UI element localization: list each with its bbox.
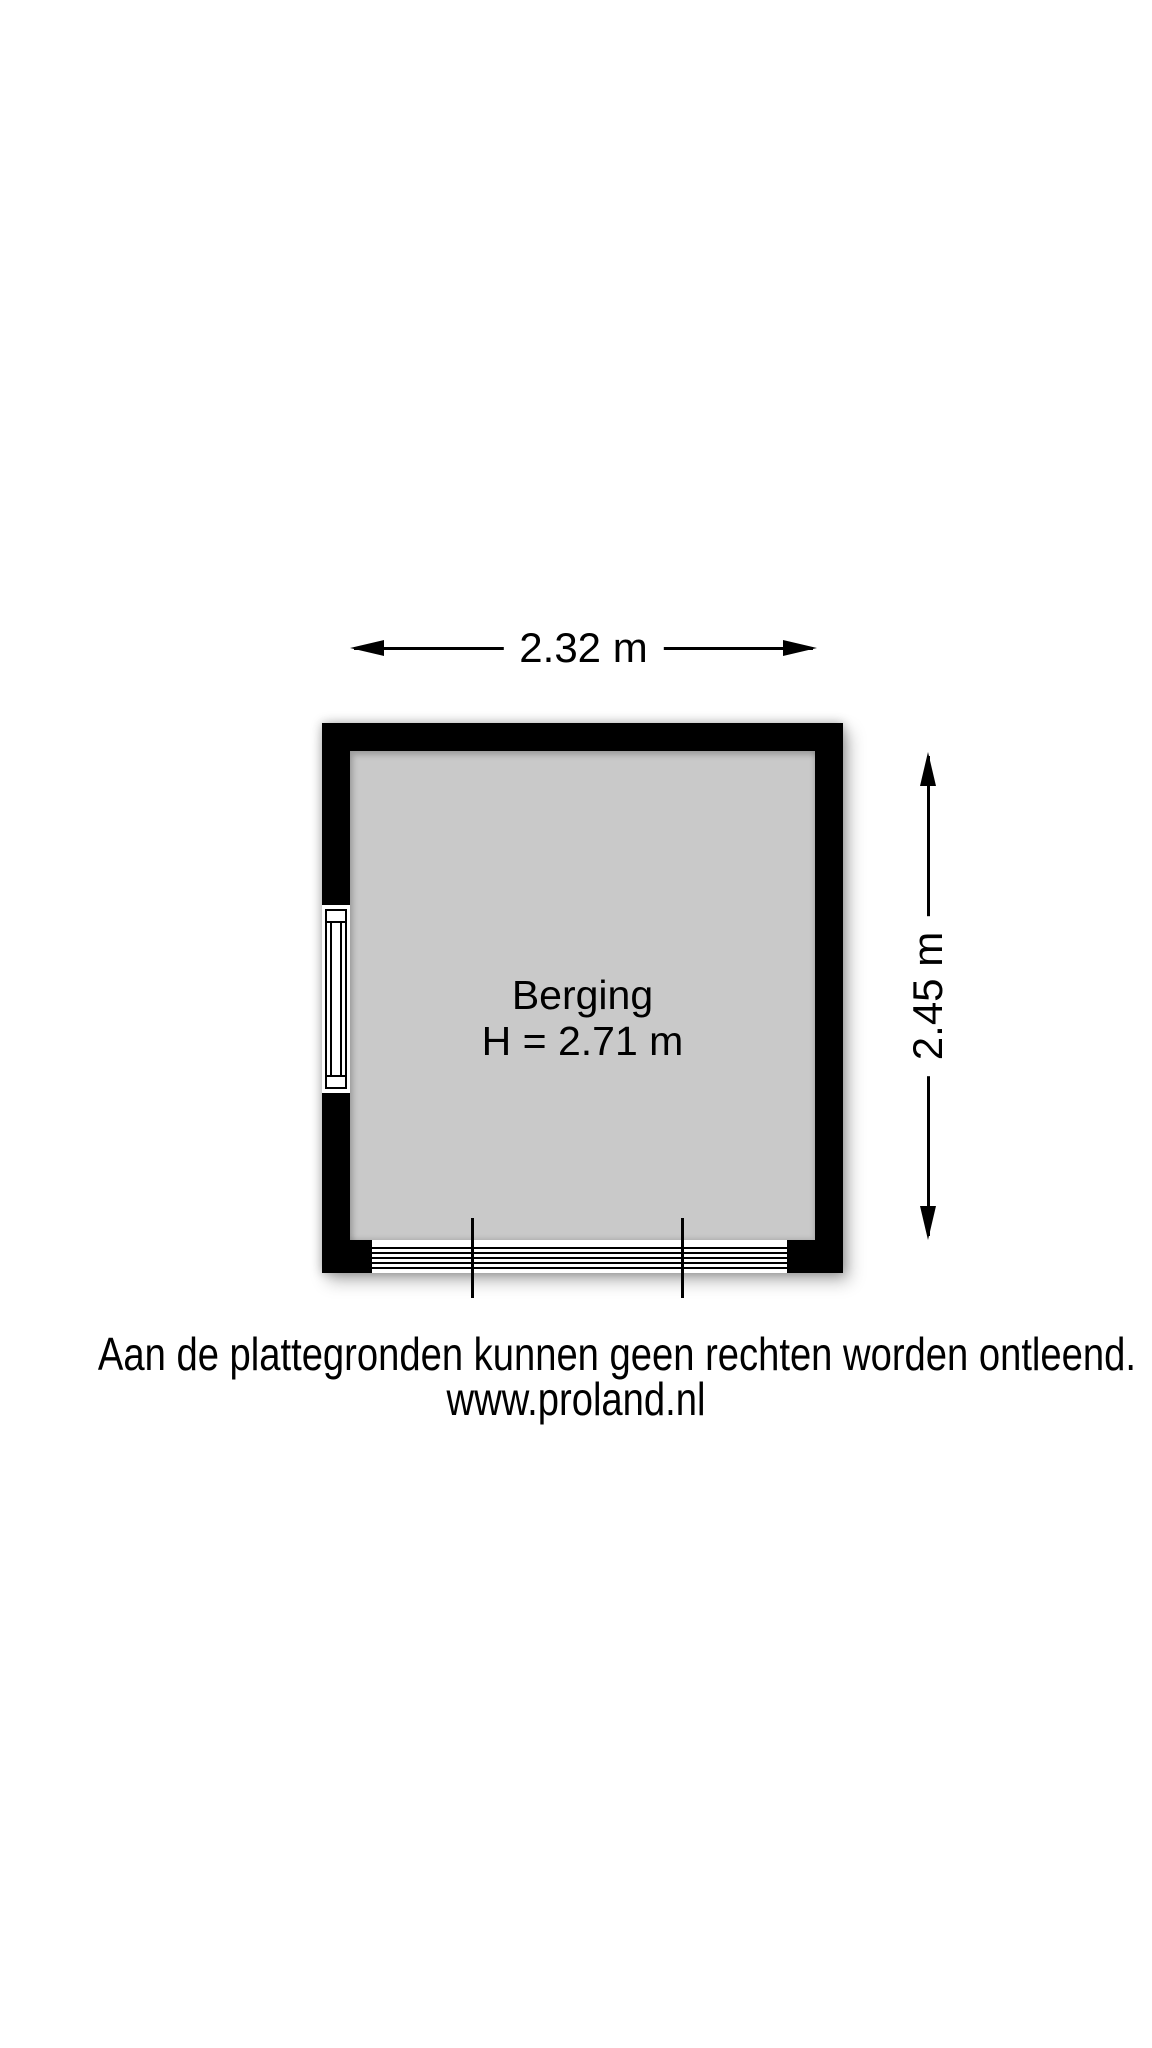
width-dimension-label: 2.32 m [503,625,663,671]
height-dimension-label: 2.45 m [905,916,951,1076]
door-symbol [372,1240,787,1273]
door-panel-tick [681,1218,684,1298]
door-slat-line [372,1252,787,1254]
arrow-up-icon [920,752,936,786]
window-glass-lines [330,923,342,1075]
window-frame [325,909,347,1089]
door-slat-line [372,1247,787,1249]
door-slat-line [372,1257,787,1259]
footer [97,1328,1136,1425]
disclaimer-text: Aan de plattegronden kunnen geen rechten worden ontleend. [97,1328,1136,1380]
arrow-right-icon [783,640,817,656]
window-symbol [322,905,350,1093]
door-slat-line [372,1262,787,1264]
website-text: www.proland.nl [446,1373,706,1425]
door-panel-tick [471,1218,474,1298]
room-ceiling-height: H = 2.71 m [481,1018,684,1064]
room-label [350,972,815,1064]
window-divider-bottom [327,1075,345,1077]
door-slat-line [372,1267,787,1269]
room-name: Berging [511,972,654,1018]
arrow-down-icon [920,1206,936,1240]
arrow-left-icon [350,640,384,656]
